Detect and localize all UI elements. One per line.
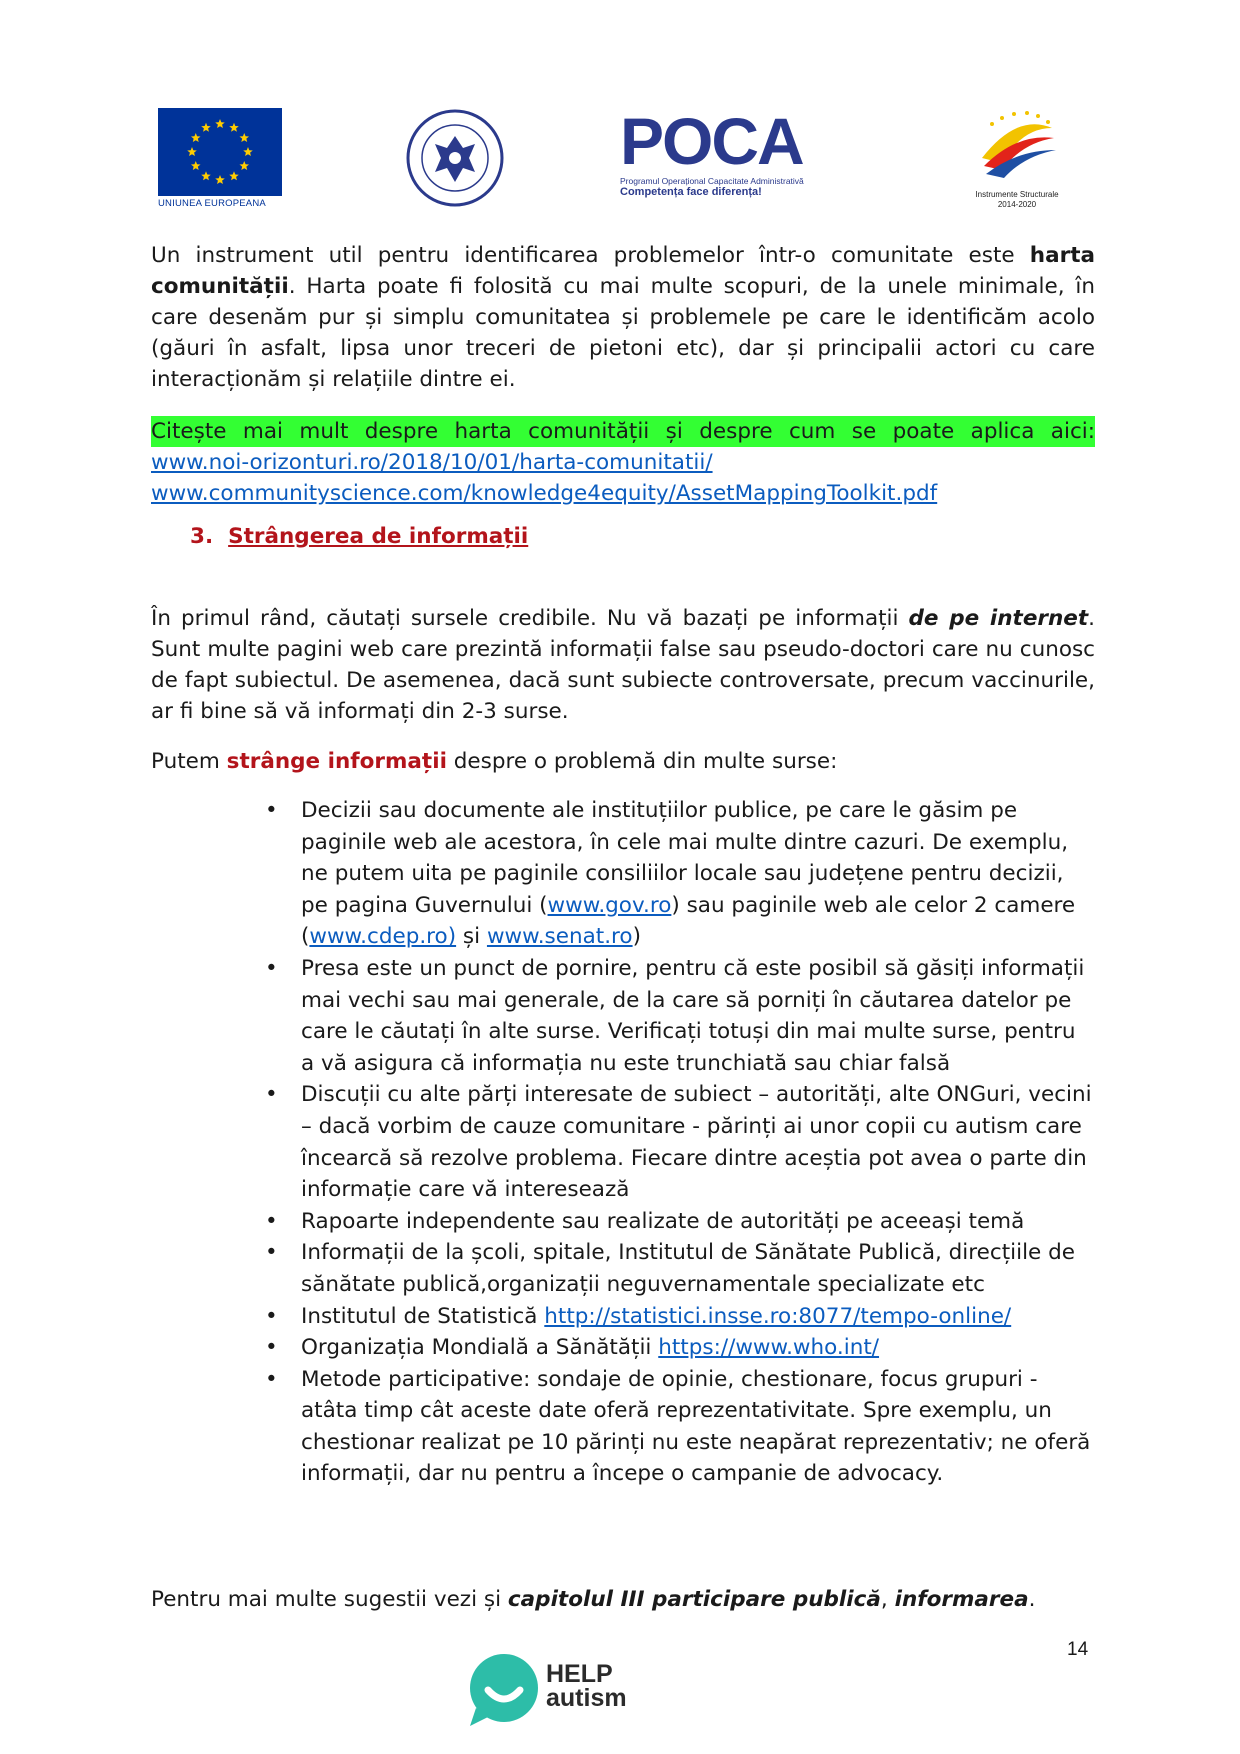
link-who[interactable]: https://www.who.int/ xyxy=(658,1335,880,1361)
is-caption-line1: Instrumente Structurale xyxy=(975,190,1059,199)
paragraph-community-map xyxy=(151,240,1095,395)
poca-wordmark: POCA xyxy=(620,104,803,178)
paragraph-text: , xyxy=(880,1587,895,1612)
list-item-text: Metode participative: sondaje de opinie, chestionare, focus grupuri - atâta timp cât aceste date oferă reprezentativitate. Spre exemplu, un chestionar realizat pe 10 părinți nu este neapărat reprezentativ; ne oferă informații, dar nu pentru a începe o campanie de advocacy. xyxy=(301,1366,1091,1487)
structural-instruments-logo xyxy=(962,108,1072,220)
list-item xyxy=(255,1301,1095,1333)
speech-bubble-icon xyxy=(466,1650,542,1730)
eu-star-icon xyxy=(243,147,253,156)
eu-caption: UNIUNEA EUROPEANA xyxy=(158,198,266,209)
eu-star-icon xyxy=(215,175,225,184)
paragraph-text: despre o problemă din multe surse: xyxy=(446,749,838,774)
government-seal-logo xyxy=(405,108,505,208)
eu-star-icon xyxy=(187,147,197,156)
help-autism-wordmark xyxy=(546,1662,627,1710)
eu-star-icon xyxy=(239,161,249,170)
paragraph-text: . Sunt multe pagini web care prezintă informații false sau pseudo-doctori care nu cunosc de fapt subiectul. De asemenea, dacă sunt subiecte controversate, precum vaccinurile, ar fi bine să vă informați din 2-3 surse. xyxy=(151,606,1096,724)
poca-logo xyxy=(620,104,860,208)
list-item xyxy=(255,1332,1095,1364)
paragraph-text: Un instrument util pentru identificarea problemelor într-o comunitate este xyxy=(151,243,1030,268)
eu-star-icon xyxy=(239,133,249,142)
eu-star-icon xyxy=(201,123,211,132)
eu-star-icon xyxy=(191,133,201,142)
bullet-icon: • xyxy=(265,1208,278,1234)
bold-italic-term: de pe internet xyxy=(908,606,1089,631)
bullet-icon: • xyxy=(265,1303,278,1329)
paragraph-text: . xyxy=(1028,1587,1036,1612)
link-noi-orizonturi[interactable]: www.noi-orizonturi.ro/2018/10/01/harta-comunitatii/ xyxy=(151,450,713,475)
eu-star-icon xyxy=(229,171,239,180)
poca-subtitle: Programul Operațional Capacitate Administrativă xyxy=(620,176,804,186)
eu-star-icon xyxy=(191,161,201,170)
poca-tagline: Competența face diferența! xyxy=(620,186,762,198)
link-community-science[interactable]: www.communityscience.com/knowledge4equity/AssetMappingToolkit.pdf xyxy=(151,481,938,506)
sources-list xyxy=(255,795,1095,1490)
bullet-icon: • xyxy=(265,798,278,823)
chapter-reference: informarea xyxy=(894,1587,1029,1612)
list-item-text: Presa este un punct de pornire, pentru că este posibil să găsiți informații mai vechi sau mai generale, de la care să porniți în căutarea datelor pe care le căutați în alte surse. Verificați totuși din mai multe surse, pentru a vă asigura că informația nu este trunchiată sau chiar falsă xyxy=(301,955,1085,1076)
bullet-icon: • xyxy=(265,1366,278,1392)
bullet-icon: • xyxy=(265,1335,278,1361)
bold-term: harta comunității xyxy=(151,243,1095,299)
eu-star-icon xyxy=(229,123,239,132)
list-item-text: Decizii sau documente ale instituțiilor publice, pe care le găsim pe paginile web ale acestora, în cele mai multe dintre cazuri. De exemplu, ne putem uita pe paginile consiliilor locale sau județene pentru decizii, pe pagina Guvernului ( xyxy=(301,798,1069,918)
section-heading xyxy=(190,521,528,552)
list-item xyxy=(255,1206,1095,1238)
eu-logo xyxy=(158,108,282,208)
section-title: Strângerea de informații xyxy=(228,524,529,549)
list-item-text: Discuții cu alte părți interesate de subiect – autorități, alte ONGuri, vecini – dacă vorbim de cauze comunitare - părinți ai unor copii cu autism care încearcă să rezolve problema. Fiecare dintre aceștia pot avea o parte din informație care vă interesează xyxy=(301,1082,1092,1203)
list-item xyxy=(255,1364,1095,1490)
list-item-text: Organizația Mondială a Sănătății xyxy=(301,1335,659,1361)
list-item xyxy=(255,953,1095,1079)
page-number: 14 xyxy=(1067,1639,1089,1660)
link-gov[interactable]: www.gov.ro xyxy=(547,892,672,918)
link-insse[interactable]: http://statistici.insse.ro:8077/tempo-online/ xyxy=(544,1303,1012,1329)
section-number: 3. xyxy=(190,524,214,549)
paragraph-text: Pentru mai multe sugestii vezi și xyxy=(151,1587,508,1612)
eu-flag xyxy=(158,108,282,196)
paragraph-more-suggestions xyxy=(151,1584,1095,1615)
link-cdep[interactable]: www.cdep.ro) xyxy=(309,924,457,950)
paragraph-text: Putem xyxy=(151,749,227,774)
paragraph-credible-sources xyxy=(151,603,1095,727)
paragraph-text: . Harta poate fi folosită cu mai multe scopuri, de la unele minimale, în care desenăm pur și simplu comunitatea și problemele pe care le identificăm acolo (găuri în asfalt, lipsa unor treceri de pietoni etc), dar și principalii actori cu care interacționăm și relațiile dintre ei. xyxy=(151,274,1095,392)
list-item-text: Institutul de Statistică xyxy=(301,1303,545,1329)
link-senat[interactable]: www.senat.ro xyxy=(486,924,633,950)
list-item xyxy=(255,795,1095,953)
logo-line1: HELP xyxy=(546,1660,613,1688)
paragraph-text: În primul rând, căutați sursele credibile. Nu vă bazați pe informații xyxy=(151,606,909,631)
list-item-text: ) sau paginile web ale celor 2 camere ( xyxy=(301,892,1076,950)
list-item-text: și xyxy=(456,924,487,950)
list-item-text: ) xyxy=(632,924,641,950)
read-more-block xyxy=(151,416,1095,509)
bullet-icon: • xyxy=(265,1082,278,1108)
bullet-icon: • xyxy=(265,955,278,981)
list-item xyxy=(255,1079,1095,1205)
logo-line2: autism xyxy=(546,1684,627,1712)
list-item xyxy=(255,1237,1095,1300)
list-item-text: Informații de la școli, spitale, Institutul de Sănătate Publică, direcțiile de sănătate publică,organizații neguvernamentale specializate etc xyxy=(301,1240,1075,1297)
chapter-reference: capitolul III participare publică xyxy=(507,1587,881,1612)
help-autism-logo xyxy=(466,1650,656,1730)
header-logos xyxy=(150,104,1090,220)
list-item-text: Rapoarte independente sau realizate de autorități pe aceeași temă xyxy=(301,1208,1025,1234)
highlighted-term: strânge informații xyxy=(226,749,447,774)
eu-star-icon xyxy=(215,119,225,128)
is-caption-line2: 2014-2020 xyxy=(997,200,1037,209)
paragraph-sources-intro xyxy=(151,746,1095,777)
read-more-highlight: Citește mai mult despre harta comunității și despre cum se poate aplica aici: xyxy=(151,416,1095,447)
eu-star-icon xyxy=(201,171,211,180)
bullet-icon: • xyxy=(265,1240,278,1266)
